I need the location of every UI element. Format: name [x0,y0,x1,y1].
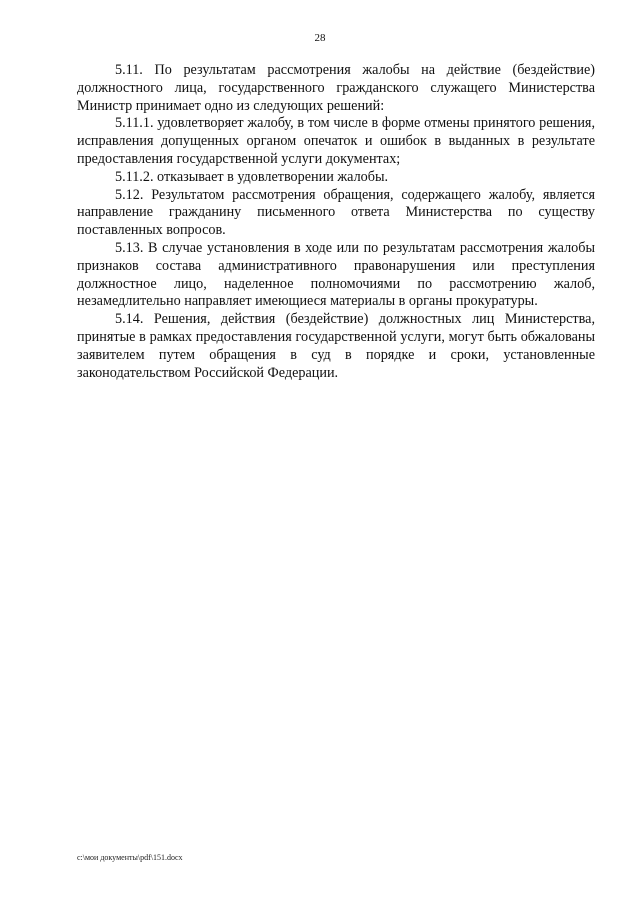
paragraph-5-12: 5.12. Результатом рассмотрения обращения, содержащего жалобу, является направление гражданину письменного ответа Министерства по существу поставленных вопросов. [77,186,595,239]
page-number: 28 [314,32,326,44]
paragraph-5-13: 5.13. В случае установления в ходе или по результатам рассмотрения жалобы признаков состава административного правонарушения или преступления должностное лицо, наделенное полномочиями по рассмотрению жалоб, незамедлительно направляет имеющиеся материалы в органы прокуратуры. [77,239,595,310]
footer-file-path: c:\мои документы\pdf\151.docx [77,853,183,862]
paragraph-5-14: 5.14. Решения, действия (бездействие) должностных лиц Министерства, принятые в рамках предоставления государственной услуги, могут быть обжалованы заявителем путем обращения в суд в порядке и сроки, установленные законодательством Российской Федерации. [77,311,595,381]
paragraph-5-11-1: 5.11.1. удовлетворяет жалобу, в том числе в форме отмены принятого решения, исправления допущенных органом опечаток и ошибок в выданных в результате предоставления государственной услуги документах; [77,115,595,167]
paragraph-5-11-2: 5.11.2. отказывает в удовлетворении жалобы. [115,168,389,185]
document-body [77,62,595,382]
paragraph-5-11: 5.11. По результатам рассмотрения жалобы на действие (бездействие) должностного лица, государственного гражданского служащего Министерства Министр принимает одно из следующих решений: [77,62,595,114]
